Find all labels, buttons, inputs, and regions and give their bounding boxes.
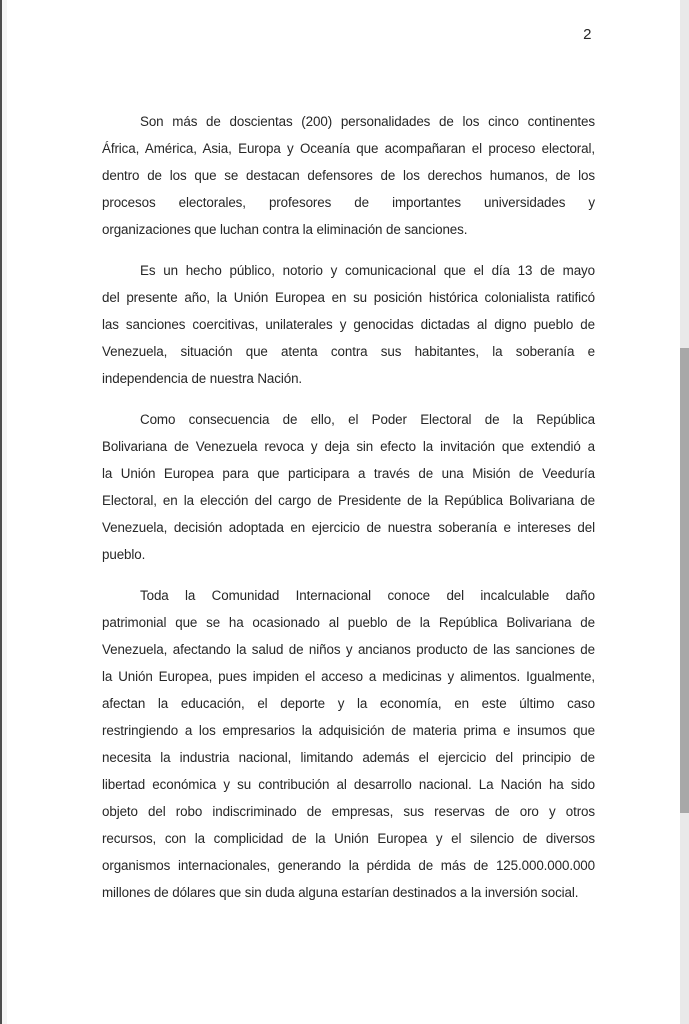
text-line: Venezuela, afectando la salud de niños y ancianos producto de las sanciones de [102,642,595,657]
scrollbar-track[interactable] [680,0,689,1024]
text-line: independencia de nuestra Nación. [102,371,303,386]
text-line: necesita la industria nacional, limitando además el ejercicio del principio de [102,750,595,765]
scrollbar-thumb[interactable] [680,348,689,813]
text-line: del presente año, la Unión Europea en su posición histórica colonialista ratificó [102,290,595,305]
paragraph [102,257,595,392]
text-line: restringiendo a los empresarios la adquisición de materia prima e insumos que [102,723,595,738]
paragraph [102,582,595,906]
text-line: millones de dólares que sin duda alguna estarían destinados a la inversión social. [102,885,579,900]
text-line: patrimonial que se ha ocasionado al pueblo de la República Bolivariana de [102,615,595,630]
text-line: libertad económica y su contribución al desarrollo nacional. La Nación ha sido [102,777,595,792]
text-line: África, América, Asia, Europa y Oceanía que acompañaran el proceso electoral, [102,141,595,156]
text-line: organismos internacionales, generando la pérdida de más de 125.000.000.000 [102,858,595,873]
text-line: objeto del robo indiscriminado de empresas, sus reservas de oro y otros [102,804,595,819]
text-line: procesos electorales, profesores de importantes universidades y [102,195,595,210]
text-line: Toda la Comunidad Internacional conoce del incalculable daño [140,588,595,603]
text-line: Venezuela, situación que atenta contra sus habitantes, la soberanía e [102,344,595,359]
text-line: Bolivariana de Venezuela revoca y deja sin efecto la invitación que extendió a [102,439,595,454]
text-line: Son más de doscientas (200) personalidades de los cinco continentes [140,114,595,129]
text-line: dentro de los que se destacan defensores de los derechos humanos, de los [102,168,595,183]
document-body [102,108,595,920]
text-line: Es un hecho público, notorio y comunicacional que el día 13 de mayo [140,263,595,278]
text-line: pueblo. [102,547,146,562]
page-left-edge-shadow [2,0,7,1024]
text-line: Como consecuencia de ello, el Poder Electoral de la República [140,412,595,427]
paragraph [102,406,595,568]
text-line: la Unión Europea para que participara a través de una Misión de Veeduría [102,466,595,481]
page-number: 2 [583,26,592,43]
paragraph [102,108,595,243]
text-line: recursos, con la complicidad de la Unión Europea y el silencio de diversos [102,831,595,846]
text-line: Electoral, en la elección del cargo de Presidente de la República Bolivariana de [102,493,595,508]
text-line: afectan la educación, el deporte y la economía, en este último caso [102,696,595,711]
text-line: organizaciones que luchan contra la eliminación de sanciones. [102,222,468,237]
text-line: las sanciones coercitivas, unilaterales y genocidas dictadas al digno pueblo de [102,317,595,332]
text-line: la Unión Europea, pues impiden el acceso a medicinas y alimentos. Igualmente, [102,669,595,684]
text-line: Venezuela, decisión adoptada en ejercicio de nuestra soberanía e intereses del [102,520,595,535]
